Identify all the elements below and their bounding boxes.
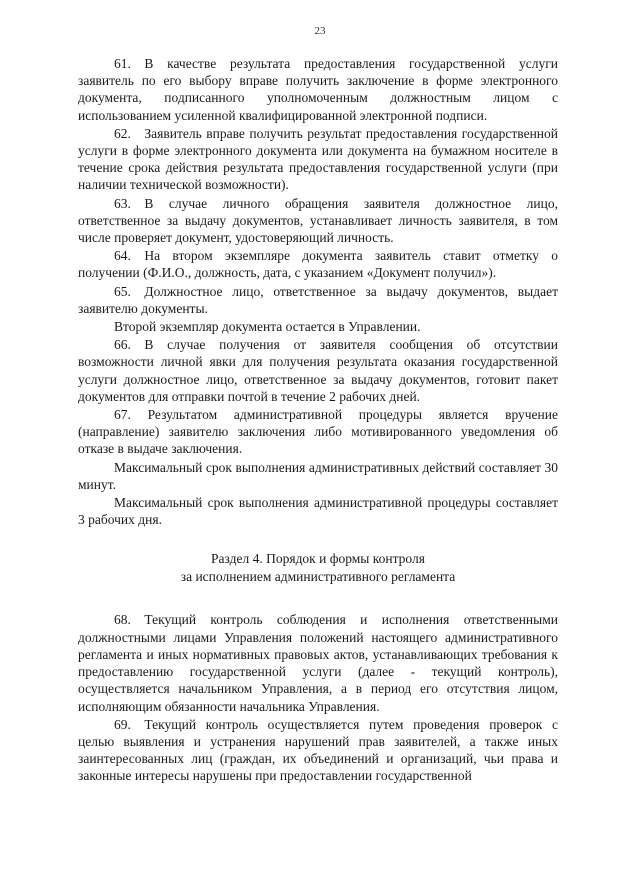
- paragraph-64: 64. На втором экземпляре документа заявитель ставит отметку о получении (Ф.И.О., должность, дата, с указанием «Документ получил»).: [78, 248, 558, 281]
- paragraph-second-copy: Второй экземпляр документа остается в Управлении.: [114, 319, 421, 335]
- paragraph-67: 67. Результатом административной процедуры является вручение (направление) заявителю заключения либо мотивированного уведомления об отказе в выдаче заключения.: [78, 407, 558, 457]
- paragraph-62: 62. Заявитель вправе получить результат предоставления государственной услуги в форме электронного документа или документа на бумажном носителе в течение срока действия результата предоставления государственной услуги (при наличии технической возможности).: [78, 125, 558, 193]
- section-title-line-2: за исполнением административного регламента: [180, 568, 456, 584]
- section-title: [78, 550, 558, 585]
- paragraph-65: 65. Должностное лицо, ответственное за выдачу документов, выдает заявителю документы.: [78, 283, 558, 316]
- paragraph-61: 61. В качестве результата предоставления государственной услуги заявитель по его выбору вправе получить заключение в форме электронного документа, подписанного уполномоченным должностным лицом с использованием усиленной квалифицированной электронной подписи.: [78, 56, 558, 123]
- paragraph-66: 66. В случае получения от заявителя сообщения об отсутствии возможности личной явки для получения результата оказания государственной услуги должностное лицо, ответственное за выдачу документов, готовит пакет документов для отправки почтой в течение 2 рабочих дней.: [78, 337, 558, 404]
- paragraph-max-time-procedure: Максимальный срок выполнения административной процедуры составляет 3 рабочих дня.: [78, 495, 558, 528]
- paragraph-69: 69. Текущий контроль осуществляется путем проведения проверок с целью выявления и устранения нарушений прав заявителей, а также иных заинтересованных лиц (граждан, их объединений и организаций, чьи права и законные интересы нарушены при предоставлении государственной: [78, 716, 558, 784]
- section-title-line-1: Раздел 4. Порядок и формы контроля: [211, 551, 425, 567]
- page-number: 23: [314, 25, 326, 37]
- paragraph-max-time-actions: Максимальный срок выполнения административных действий составляет 30 минут.: [78, 459, 558, 492]
- paragraph-68: 68. Текущий контроль соблюдения и исполнения ответственными должностными лицами Управления положений настоящего административного регламента и иных нормативных правовых актов, устанавливающих требования к предоставлению государственной услуги (далее - текущий контроль), осуществляется начальником Управления, а в период его отсутствия лицом, исполняющим обязанности начальника Управления.: [78, 612, 558, 714]
- paragraph-63: 63. В случае личного обращения заявителя должностное лицо, ответственное за выдачу документов, устанавливает личность заявителя, в том числе проверяет документ, удостоверяющий личность.: [78, 195, 558, 246]
- document-body: [78, 54, 558, 785]
